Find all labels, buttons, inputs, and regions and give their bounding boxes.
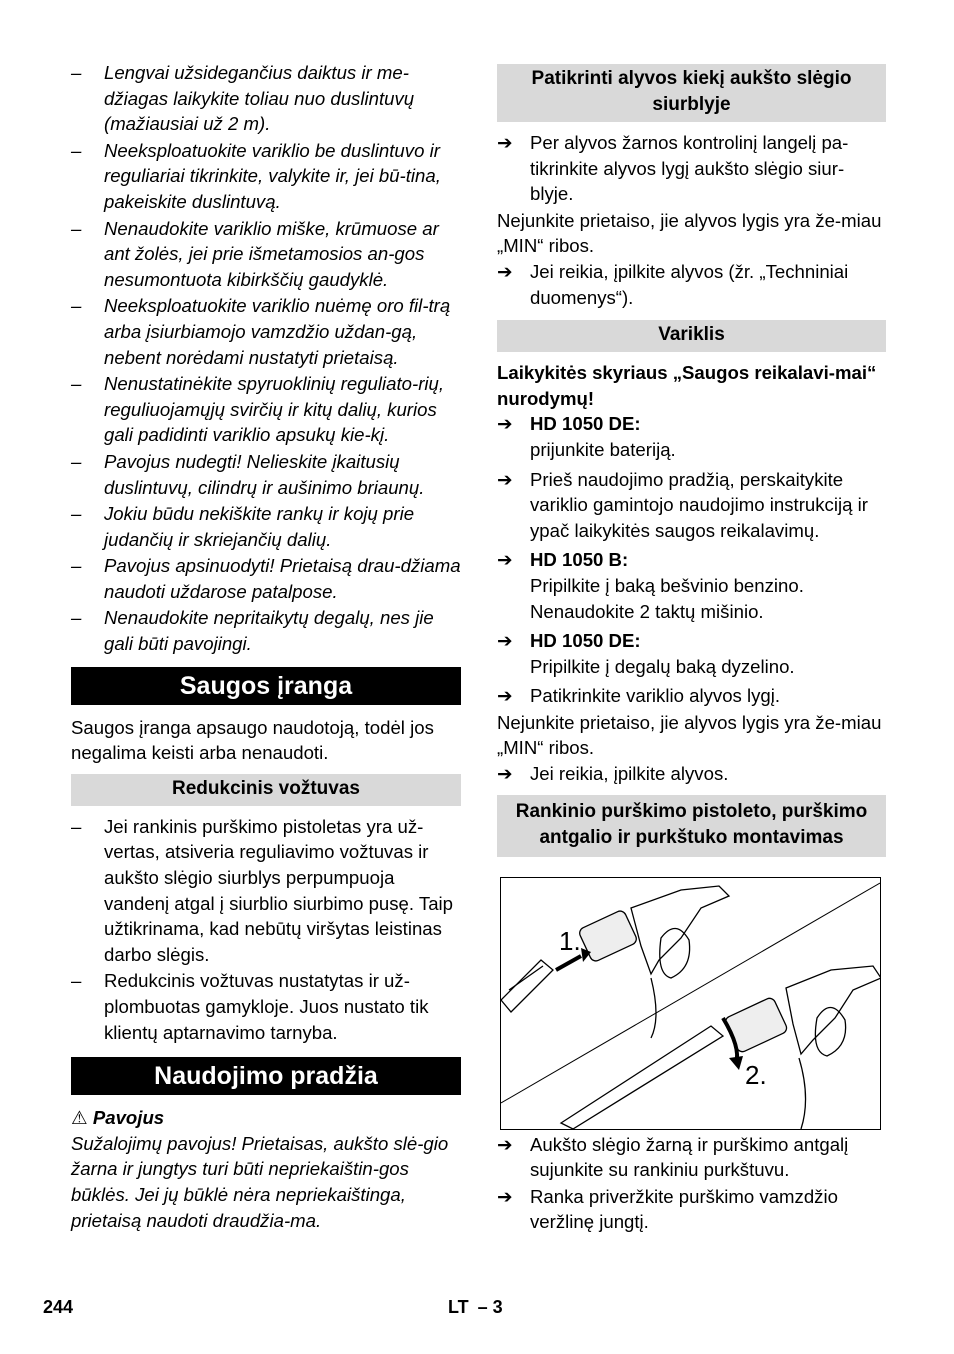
oil-pump-note: Nejunkite prietaiso, jie alyvos lygis yra že-miau „MIN“ ribos. — [497, 209, 882, 257]
subheading-oil-pump: Patikrinti alyvos kiekį aukšto slėgio siurblyje — [497, 64, 886, 122]
arrow-right-icon: ➔ — [497, 763, 513, 785]
assembly-illustration — [500, 877, 881, 1130]
spray-gun-drawing — [501, 878, 880, 1129]
right-column — [497, 60, 886, 1236]
warning-triangle-icon: ⚠ — [71, 1107, 88, 1129]
list-item: – Nenustatinėkite spyruoklinių reguliato-rių, reguliuojamųjų svirčių ir kitų dalių, kurios gali padidinti variklio apsukų kie-kį. — [71, 373, 445, 446]
list-item: ➔ HD 1050 B: Pripilkite į baką bešvinio benzino. Nenaudokite 2 taktų mišinio. — [497, 549, 804, 622]
dash-bullet: – — [71, 503, 82, 525]
subheading-valve: Redukcinis vožtuvas — [71, 774, 461, 806]
page-number: 244 — [43, 1297, 74, 1317]
arrow-right-icon: ➔ — [497, 685, 513, 707]
subheading-engine: Variklis — [497, 320, 886, 352]
dash-bullet: – — [71, 607, 82, 629]
list-item: ➔ Prieš naudojimo pradžią, perskaitykite variklio gamintojo naudojimo instrukciją ir ypač laikykitės saugos reikalavimų. — [497, 468, 868, 541]
list-item: – Pavojus apsinuodyti! Prietaisą drau-džiama naudoti uždarose patalpose. — [71, 555, 461, 602]
list-item: – Neeksploatuokite variklio nuėmę oro fil-trą arba įsiurbiamojo vamzdžio uždan-gą, nebent norėdami nustatyti prietaisą. — [71, 295, 451, 368]
list-item: – Pavojus nudegti! Nelieskite įkaitusių duslintuvų, cilindrų ir aušinimo briaunų. — [71, 450, 425, 498]
safety-paragraph: Saugos įranga apsaugo naudotoją, todėl jos negalima keisti arba nenaudoti. — [71, 716, 434, 764]
arrow-right-icon: ➔ — [497, 630, 513, 652]
section-heading-start: Naudojimo pradžia — [71, 1057, 461, 1095]
warning-label: ⚠ Pavojus — [71, 1107, 165, 1129]
subheading-assembly: Rankinio purškimo pistoleto, purškimo antgalio ir purkštuko montavimas — [497, 795, 886, 857]
figure-label-step1: 1. — [559, 925, 581, 956]
list-item: – Lengvai užsidegančius daiktus ir me-džiagas laikykite toliau nuo duslintuvų (mažiausiai už 2 m). — [71, 62, 415, 135]
figure-label-step2: 2. — [745, 1059, 767, 1090]
arrow-right-icon: ➔ — [497, 1133, 513, 1155]
dash-bullet: – — [71, 62, 82, 83]
list-item: ➔ Jei reikia, įpilkite alyvos (žr. „Techniniai duomenys“). — [497, 260, 849, 308]
push-arrow — [556, 956, 581, 970]
list-item: ➔ Patikrinkite variklio alyvos lygį. — [497, 683, 886, 709]
section-heading-safety: Saugos įranga — [71, 667, 461, 705]
spray-gun-upper — [501, 886, 729, 1038]
list-item: – Jei rankinis purškimo pistoletas yra už-vertas, atsiveria reguliavimo vožtuvas ir aukšto slėgio siurblys perpumpuoja vandenį atgal į siurblio siurbimo pusę. Taip užtikrinama, kad nebūtų viršytas leistinas darbo slėgis. — [71, 815, 454, 965]
list-item: ➔ Ranka priveržkite purškimo vamzdžio veržlinę jungtį. — [497, 1185, 838, 1233]
dash-bullet: – — [71, 450, 82, 472]
list-item: – Nenaudokite variklio miške, krūmuose ar ant žolės, jei prie išmetamosios an-gos nesumontuota kibirkščių gaudyklė. — [71, 217, 439, 290]
list-item: ➔ HD 1050 DE: prijunkite bateriją. — [497, 413, 676, 460]
arrow-right-icon: ➔ — [497, 260, 513, 282]
rotate-arrowhead — [729, 1056, 743, 1070]
arrow-right-icon: ➔ — [497, 468, 513, 490]
dash-bullet: – — [71, 139, 82, 161]
list-item: ➔ Aukšto slėgio žarną ir purškimo antgalį sujunkite su rankiniu purkštuvu. — [497, 1133, 849, 1181]
hazard-list — [71, 60, 461, 657]
list-item: – Neeksploatuokite variklio be duslintuvo ir reguliariai tikrinkite, valykite ir, jei bū-tina, pakeiskite duslintuvą. — [71, 139, 441, 212]
arrow-right-icon: ➔ — [497, 549, 513, 571]
engine-note: Laikykitės skyriaus „Saugos reikalavi-mai“ nurodymų! — [497, 362, 877, 409]
dash-bullet: – — [71, 295, 82, 317]
left-column — [71, 60, 461, 1233]
arrow-right-icon: ➔ — [497, 132, 513, 153]
list-item: ➔ HD 1050 DE: Pripilkite į degalų baką dyzelino. — [497, 630, 795, 677]
list-item: – Jokiu būdu nekiškite rankų ir kojų prie judančių ir skriejančių dalių. — [71, 503, 415, 550]
footer-section: LT – 3 — [448, 1297, 503, 1317]
dash-bullet: – — [71, 555, 82, 577]
dash-bullet: – — [71, 373, 82, 395]
list-item: – Redukcinis vožtuvas nustatytas ir už-plombuotas gamykloje. Juos nustato tik klientų aptarnavimo tarnyba. — [71, 970, 429, 1043]
dash-bullet: – — [71, 217, 82, 239]
list-item: ➔ Per alyvos žarnos kontrolinį langelį pa-tikrinkite alyvos lygį aukšto slėgio siur-blyje. — [497, 132, 849, 205]
dash-bullet: – — [71, 815, 82, 837]
engine-oil-note: Nejunkite prietaiso, jie alyvos lygis yra že-miau „MIN“ ribos. — [497, 711, 882, 759]
spray-gun-lower — [561, 966, 880, 1129]
dash-bullet: – — [71, 970, 82, 992]
warning-text: Sužalojimų pavojus! Prietaisas, aukšto slė-gio žarna ir jungtys turi būti nepriekaištin-gos būklės. Jei jų būklė nėra nepriekaištinga, prietaisą naudoti draudžia-ma. — [71, 1132, 449, 1231]
list-item: – Nenaudokite nepritaikytų degalų, nes jie gali būti pavojingi. — [71, 607, 434, 655]
arrow-right-icon: ➔ — [497, 1185, 513, 1207]
list-item: ➔ Jei reikia, įpilkite alyvos. — [497, 761, 886, 787]
arrow-right-icon: ➔ — [497, 413, 513, 435]
